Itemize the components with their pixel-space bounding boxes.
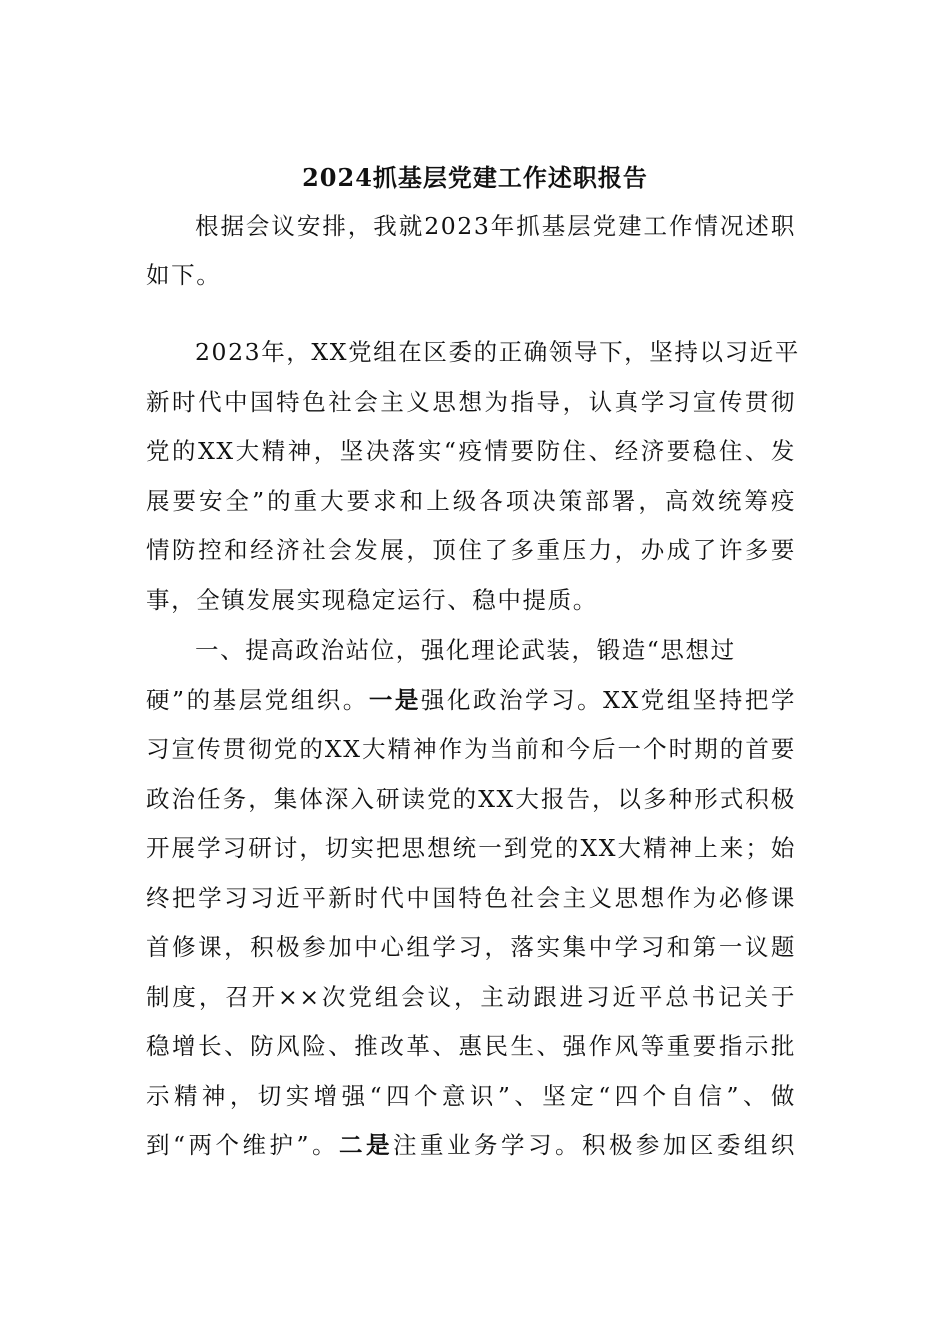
line-prefix: 硬”的基层党组织。 <box>146 686 369 714</box>
line-rest: 注重业务学习。积极参加区委组织 <box>392 1131 797 1159</box>
paragraph-line: 根据会议安排，我就2023年抓基层党建工作情况述职 <box>195 212 796 240</box>
paragraph-line: 展要安全”的重大要求和上级各项决策部署，高效统筹疫 <box>146 487 796 515</box>
bold-marker: 二是 <box>338 1131 393 1159</box>
paragraph-line: 事，全镇发展实现稳定运行、稳中提质。 <box>146 586 598 614</box>
paragraph-line: 党的XX大精神，坚决落实“疫情要防住、经济要稳住、发 <box>146 437 796 465</box>
bold-marker: 一是 <box>368 686 421 714</box>
paragraph-line: 示精神，切实增强“四个意识”、坚定“四个自信”、做 <box>146 1082 796 1110</box>
paragraph-line: 稳增长、防风险、推改革、惠民生、强作风等重要指示批 <box>146 1032 796 1060</box>
paragraph-line: 首修课，积极参加中心组学习，落实集中学习和第一议题 <box>146 933 796 961</box>
paragraph-line: 如下。 <box>146 261 222 289</box>
paragraph-line: 政治任务，集体深入研读党的XX大报告，以多种形式积极 <box>146 785 796 813</box>
paragraph-line: 开展学习研讨，切实把思想统一到党的XX大精神上来；始 <box>146 834 796 862</box>
paragraph-line <box>146 683 796 717</box>
paragraph-line: 2023年，XX党组在区委的正确领导下，坚持以习近平 <box>195 338 800 366</box>
document-title: 2024抓基层党建工作述职报告 <box>302 163 648 192</box>
paragraph-line <box>146 1128 796 1162</box>
line-rest: 强化政治学习。XX党组坚持把学 <box>420 686 797 714</box>
paragraph-line: 制度，召开××次党组会议，主动跟进习近平总书记关于 <box>146 983 796 1011</box>
section-heading-line: 一、提高政治站位，强化理论武装，锻造“思想过 <box>195 636 736 664</box>
paragraph-line: 新时代中国特色社会主义思想为指导，认真学习宣传贯彻 <box>146 388 796 416</box>
paragraph-line: 习宣传贯彻党的XX大精神作为当前和今后一个时期的首要 <box>146 735 796 763</box>
line-prefix: 到“两个维护”。 <box>146 1131 339 1159</box>
paragraph-line: 终把学习习近平新时代中国特色社会主义思想作为必修课 <box>146 884 796 912</box>
paragraph-line: 情防控和经济社会发展，顶住了多重压力，办成了许多要 <box>146 536 796 564</box>
